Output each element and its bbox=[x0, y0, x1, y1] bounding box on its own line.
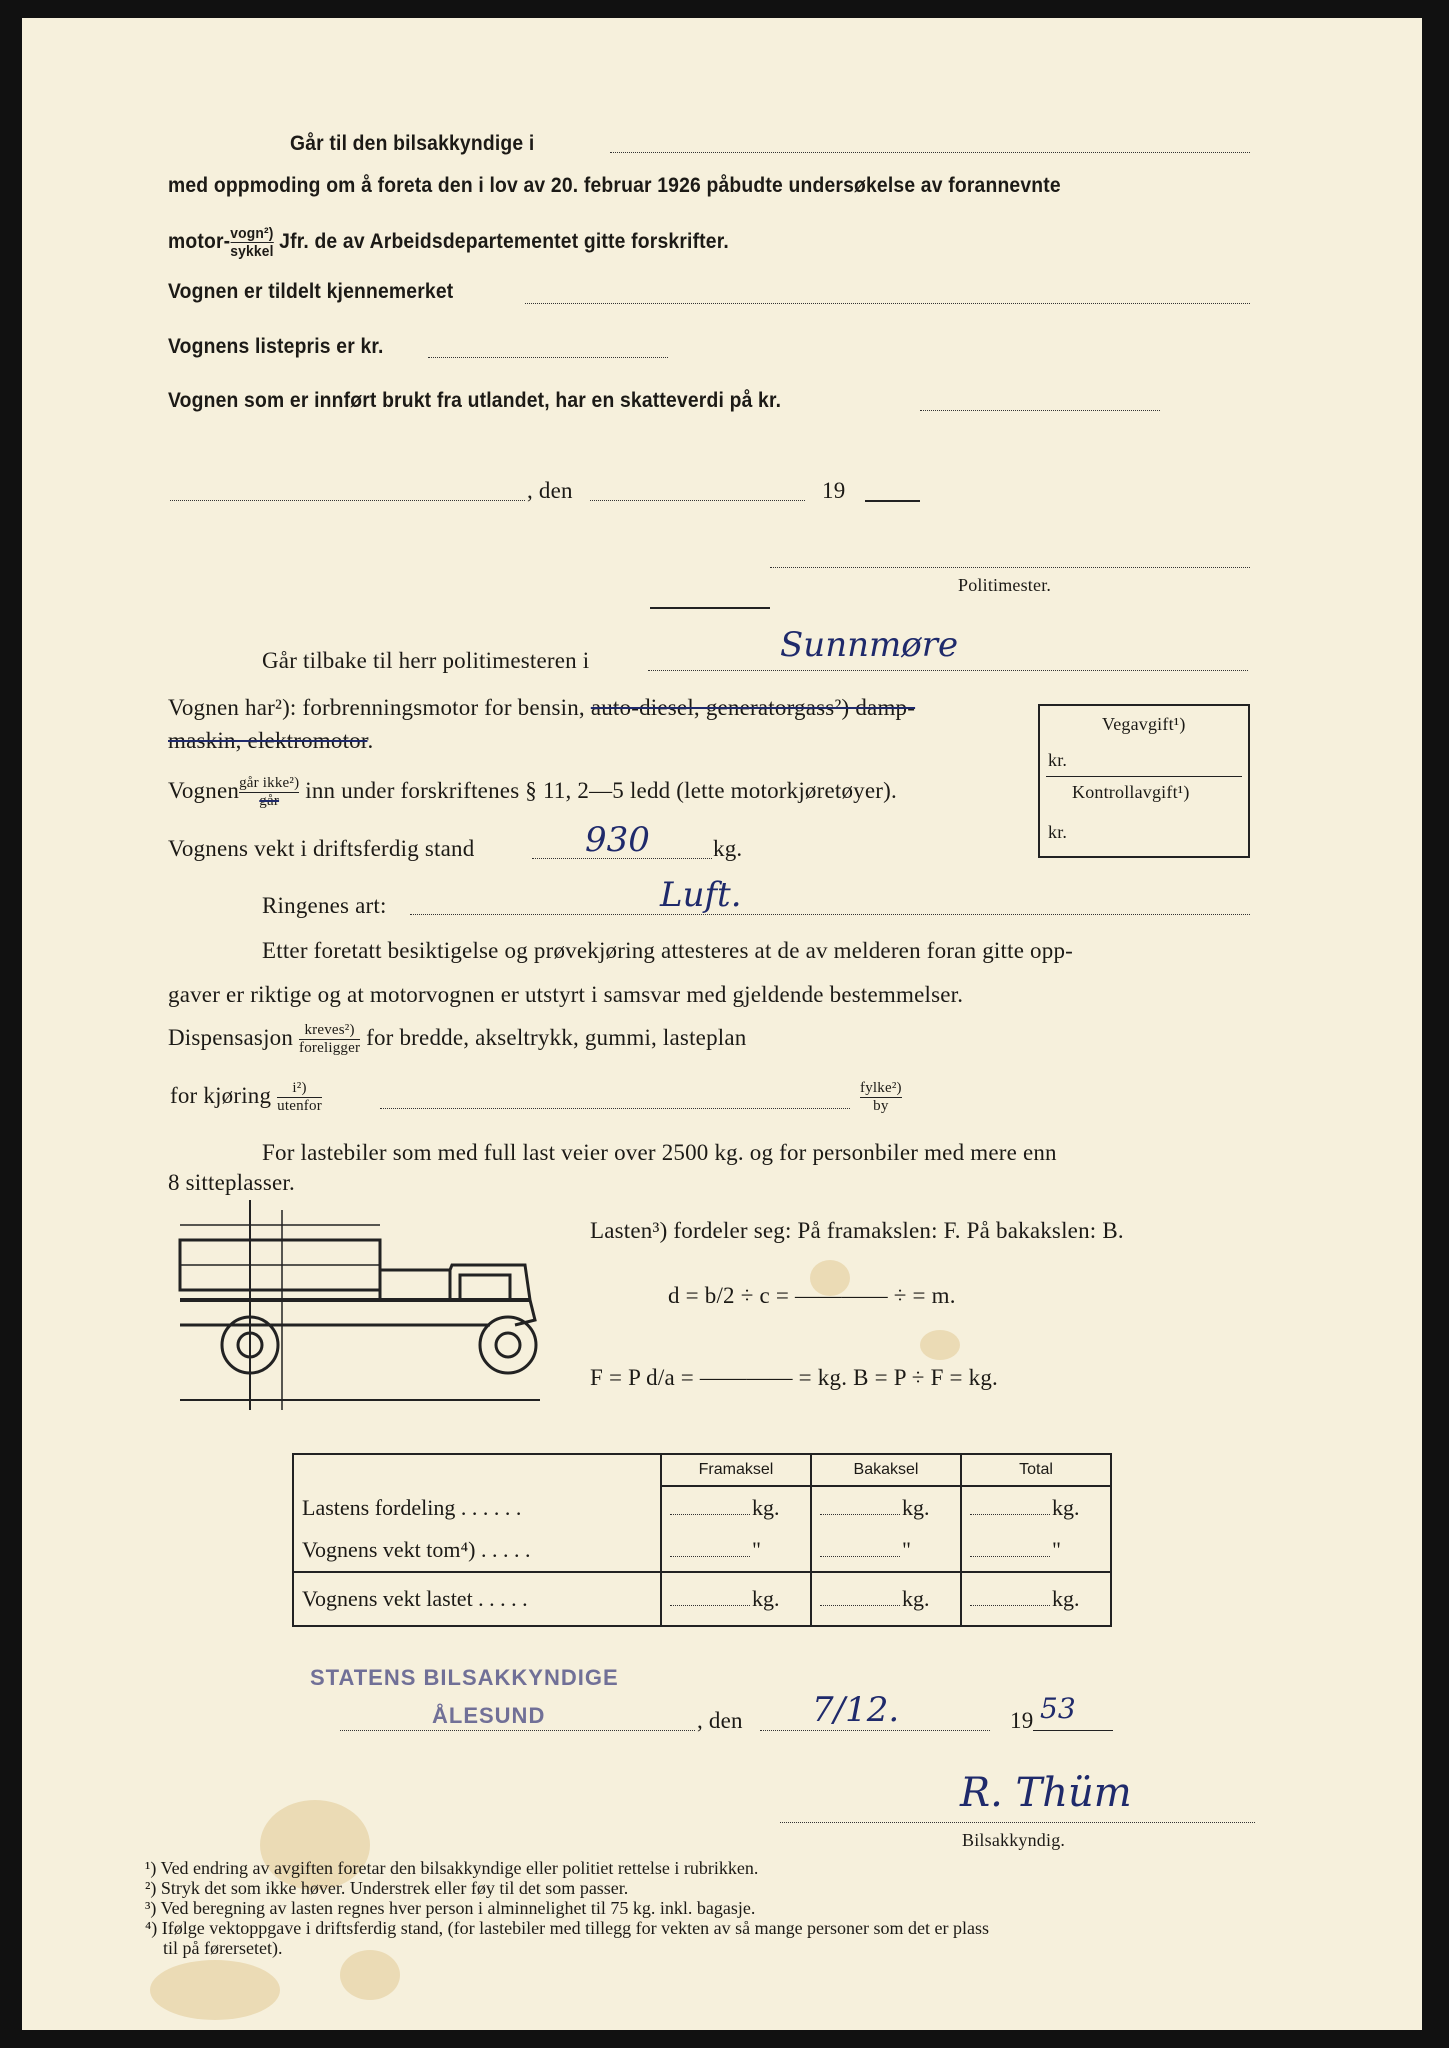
police-title: Politimester. bbox=[958, 575, 1052, 595]
cell-field[interactable] bbox=[820, 1556, 900, 1557]
divider bbox=[650, 607, 770, 609]
signoff-date-field[interactable] bbox=[760, 1730, 990, 1731]
fee-box bbox=[1038, 704, 1250, 858]
drive-line bbox=[170, 1080, 322, 1115]
disp-label: Dispensasjon bbox=[168, 1024, 294, 1050]
import-value-label: Vognen som er innført brukt fra utlandet, har en skatteverdi på kr. bbox=[168, 389, 782, 412]
road-fee-field[interactable] bbox=[1046, 776, 1242, 777]
expert-signature-field[interactable] bbox=[780, 1822, 1255, 1823]
list-price-label: Vognens listepris er kr. bbox=[168, 335, 384, 358]
road-fee-kr: kr. bbox=[1048, 750, 1068, 770]
class-suffix: inn under forskriftenes § 11, 2—5 ledd (lette motorkjøretøyer). bbox=[305, 777, 897, 803]
stain bbox=[920, 1330, 960, 1360]
cell-field[interactable] bbox=[820, 1605, 900, 1606]
signer-title: Bilsakkyndig. bbox=[962, 1830, 1066, 1850]
attest-line-1: Etter foretatt besiktigelse og prøvekjøring attesteres at de av melderen foran gitte opp- bbox=[262, 938, 1074, 963]
tires-field[interactable] bbox=[410, 914, 1250, 915]
signoff-year-field[interactable] bbox=[1033, 1730, 1113, 1731]
returns-label: Går tilbake til herr politimesteren i bbox=[262, 648, 590, 673]
load-table bbox=[292, 1453, 1112, 1627]
signoff-year-prefix: 19 bbox=[1010, 1708, 1034, 1733]
plate-field[interactable] bbox=[525, 303, 1250, 304]
motor-line bbox=[168, 225, 729, 260]
footnote: ³) Ved beregning av lasten regnes hver person i alminnelighet til 75 kg. inkl. bagasje. bbox=[145, 1898, 756, 1918]
stain bbox=[340, 1950, 400, 2000]
unit: kg. bbox=[752, 1495, 780, 1520]
class-den: går bbox=[259, 793, 280, 809]
control-fee-label: Kontrollavgift¹) bbox=[1072, 782, 1190, 802]
motor-fraction bbox=[230, 225, 273, 260]
unit: " bbox=[902, 1537, 911, 1562]
unit: kg. bbox=[902, 1586, 930, 1611]
trucks-line-1: For lastebiler som med full last veier over 2500 kg. og for personbiler med mere enn bbox=[262, 1140, 1057, 1165]
tires-label: Ringenes art: bbox=[262, 893, 387, 918]
signoff-date-value: 7/12. bbox=[812, 1690, 900, 1730]
engine-struck-1: auto-diesel, generatorgass²) damp- bbox=[590, 695, 916, 720]
col-header: Total bbox=[961, 1454, 1111, 1486]
den-label: , den bbox=[527, 478, 573, 503]
class-num: går ikke²) bbox=[239, 775, 300, 791]
trucks-line-2: 8 sitteplasser. bbox=[168, 1170, 295, 1195]
truck-diagram bbox=[170, 1200, 550, 1420]
drive-fraction-2 bbox=[860, 1080, 902, 1115]
formula-f: F = P d/a = ———— = kg. B = P ÷ F = kg. bbox=[590, 1365, 998, 1390]
cell-field[interactable] bbox=[670, 1556, 750, 1557]
drive-num: i²) bbox=[277, 1080, 322, 1098]
load-intro: Lasten³) fordeler seg: På framakslen: F. På bakakslen: B. bbox=[590, 1218, 1124, 1243]
cell-field[interactable] bbox=[670, 1605, 750, 1606]
cell-field[interactable] bbox=[970, 1556, 1050, 1557]
police-signature-field[interactable] bbox=[770, 567, 1250, 568]
drive-field[interactable] bbox=[380, 1108, 850, 1109]
drive-label: for kjøring bbox=[170, 1082, 272, 1108]
drive-fraction bbox=[277, 1080, 322, 1115]
cell-field[interactable] bbox=[820, 1514, 900, 1515]
motor-den: sykkel bbox=[230, 243, 274, 260]
disp-fraction bbox=[299, 1022, 360, 1057]
engine-label: Vognen har²): forbrenningsmotor for bensin, bbox=[168, 695, 585, 720]
table-row bbox=[293, 1572, 1111, 1626]
row-label: Vognens vekt lastet . . . . . bbox=[293, 1572, 661, 1626]
unit: " bbox=[752, 1537, 761, 1562]
col-header: Bakaksel bbox=[811, 1454, 961, 1486]
import-value-field[interactable] bbox=[920, 410, 1160, 411]
dispensation-line bbox=[168, 1022, 746, 1057]
signoff-place-field[interactable] bbox=[340, 1730, 695, 1731]
unit: kg. bbox=[902, 1495, 930, 1520]
signoff-year-value: 53 bbox=[1040, 1692, 1076, 1725]
unit: " bbox=[1052, 1537, 1061, 1562]
class-prefix: Vognen bbox=[168, 777, 240, 803]
motor-suffix: Jfr. de av Arbeidsdepartementet gitte forskrifter. bbox=[279, 230, 729, 254]
stain bbox=[150, 1960, 280, 2020]
stamp-line-2: ÅLESUND bbox=[432, 1703, 546, 1728]
footnote: til på førersetet). bbox=[163, 1938, 283, 1958]
date-field[interactable] bbox=[590, 500, 805, 501]
footnote: ¹) Ved endring av avgiften foretar den bilsakkyndige eller politiet rettelse i rubrikken. bbox=[145, 1858, 759, 1878]
drive-den-2: by bbox=[873, 1098, 889, 1114]
footnote: ²) Stryk det som ikke høver. Understrek eller føy til det som passer. bbox=[145, 1878, 629, 1898]
plate-label: Vognen er tildelt kjennemerket bbox=[168, 280, 454, 303]
cell-field[interactable] bbox=[670, 1514, 750, 1515]
returns-value: Sunnmøre bbox=[780, 625, 959, 665]
year-prefix: 19 bbox=[822, 478, 846, 503]
class-fraction bbox=[239, 775, 299, 810]
disp-num: kreves²) bbox=[299, 1022, 360, 1040]
unit: kg. bbox=[1052, 1586, 1080, 1611]
signoff-den-label: , den bbox=[697, 1708, 743, 1733]
goes-to-expert-label: Går til den bilsakkyndige i bbox=[290, 132, 535, 155]
table-row bbox=[293, 1486, 1111, 1529]
request-line: med oppmoding om å foreta den i lov av 20. februar 1926 påbudte undersøkelse av forannevnte bbox=[168, 174, 1061, 197]
control-fee-kr: kr. bbox=[1048, 822, 1068, 842]
engine-end: . bbox=[367, 728, 374, 753]
unit: kg. bbox=[1052, 1495, 1080, 1520]
expert-location-field[interactable] bbox=[610, 152, 1250, 153]
row-label: Lastens fordeling . . . . . . bbox=[302, 1494, 522, 1520]
cell-field[interactable] bbox=[970, 1514, 1050, 1515]
table-row bbox=[293, 1529, 1111, 1572]
motor-prefix: motor- bbox=[168, 230, 231, 254]
expert-signature: R. Thüm bbox=[960, 1770, 1132, 1816]
engine-struck-2: maskin, elektromotor bbox=[168, 728, 368, 753]
unit: kg. bbox=[752, 1586, 780, 1611]
weight-value: 930 bbox=[585, 820, 650, 860]
class-line bbox=[168, 775, 897, 810]
place-field[interactable] bbox=[170, 500, 525, 501]
formula-d: d = b/2 ÷ c = ———— ÷ = m. bbox=[668, 1283, 956, 1308]
weight-label: Vognens vekt i driftsferdig stand bbox=[168, 836, 475, 861]
tires-value: Luft. bbox=[660, 875, 742, 915]
road-fee-label: Vegavgift¹) bbox=[1102, 714, 1186, 734]
footnote: ⁴) Ifølge vektoppgave i driftsferdig stand, (for lastebiler med tillegg for vekten av så mange personer som det er plass bbox=[145, 1918, 990, 1938]
engine-line bbox=[168, 695, 915, 721]
year-field[interactable] bbox=[865, 500, 920, 502]
returns-field[interactable] bbox=[648, 670, 1248, 671]
drive-num-2: fylke²) bbox=[860, 1080, 902, 1096]
weight-unit: kg. bbox=[713, 836, 743, 861]
row-label: Vognens vekt tom⁴) . . . . . bbox=[302, 1537, 531, 1562]
disp-suffix: for bredde, akseltrykk, gummi, lasteplan bbox=[366, 1024, 747, 1050]
cell-field[interactable] bbox=[970, 1605, 1050, 1606]
list-price-field[interactable] bbox=[428, 357, 668, 358]
engine-line-2 bbox=[168, 728, 373, 754]
stamp-line-1: STATENS BILSAKKYNDIGE bbox=[310, 1665, 619, 1690]
disp-den: foreligger bbox=[299, 1040, 361, 1056]
drive-den: utenfor bbox=[277, 1098, 322, 1114]
col-header: Framaksel bbox=[661, 1454, 811, 1486]
attest-line-2: gaver er riktige og at motorvognen er utstyrt i samsvar med gjeldende bestemmelser. bbox=[168, 982, 964, 1007]
motor-num: vogn²) bbox=[230, 225, 274, 242]
